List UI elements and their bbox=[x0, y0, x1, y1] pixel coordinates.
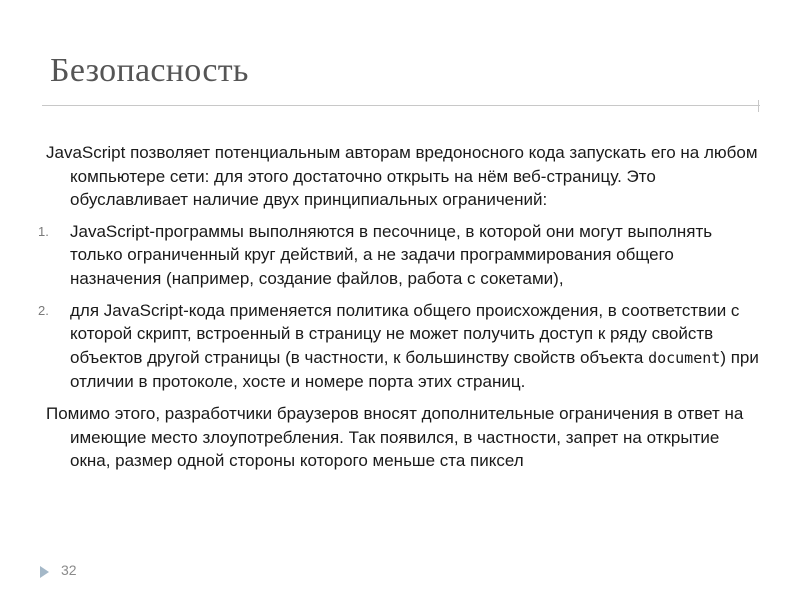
intro-paragraph: JavaScript позволяет потенциальным авторам вредоносного кода запускать его на любом компьютере сети: для этого достаточно открыть на нём веб-страницу. Это обуславливает наличие двух принципиальных ограничений: bbox=[46, 143, 758, 210]
slide-body bbox=[38, 141, 760, 481]
title-divider bbox=[42, 105, 760, 106]
code-document: document bbox=[648, 348, 721, 367]
slide-title: Безопасность bbox=[50, 52, 249, 89]
outro-paragraph: Помимо этого, разработчики браузеров вносят дополнительные ограничения в ответ на имеющие место злоупотребления. Так появился, в частности, запрет на открытие окна, размер одной стороны которого меньше ста пиксел bbox=[46, 403, 744, 471]
list-item-text: JavaScript-программы выполняются в песочнице, в которой они могут выполнять только ограниченный круг действий, а не задачи программирования общего назначения (например, создание файлов, работа с сокетами), bbox=[70, 221, 713, 288]
triangle-bullet-icon bbox=[40, 566, 49, 578]
list-item-text-after: ) при отличии в протоколе, хосте и номере порта этих страниц. bbox=[70, 347, 759, 392]
list-number: 1. bbox=[38, 223, 49, 239]
list-item bbox=[38, 299, 760, 394]
list-item-text-before: для JavaScript-кода применяется политика общего происхождения, в соответствии с которой скрипт, встроенный в страницу не может получить доступ к ряду свойств объектов другой страницы (в частности, к большинству свойств объекта bbox=[70, 300, 740, 367]
list-item bbox=[38, 220, 760, 291]
title-divider-cap bbox=[758, 100, 759, 112]
page-number: 32 bbox=[61, 562, 77, 578]
list-number: 2. bbox=[38, 302, 49, 318]
